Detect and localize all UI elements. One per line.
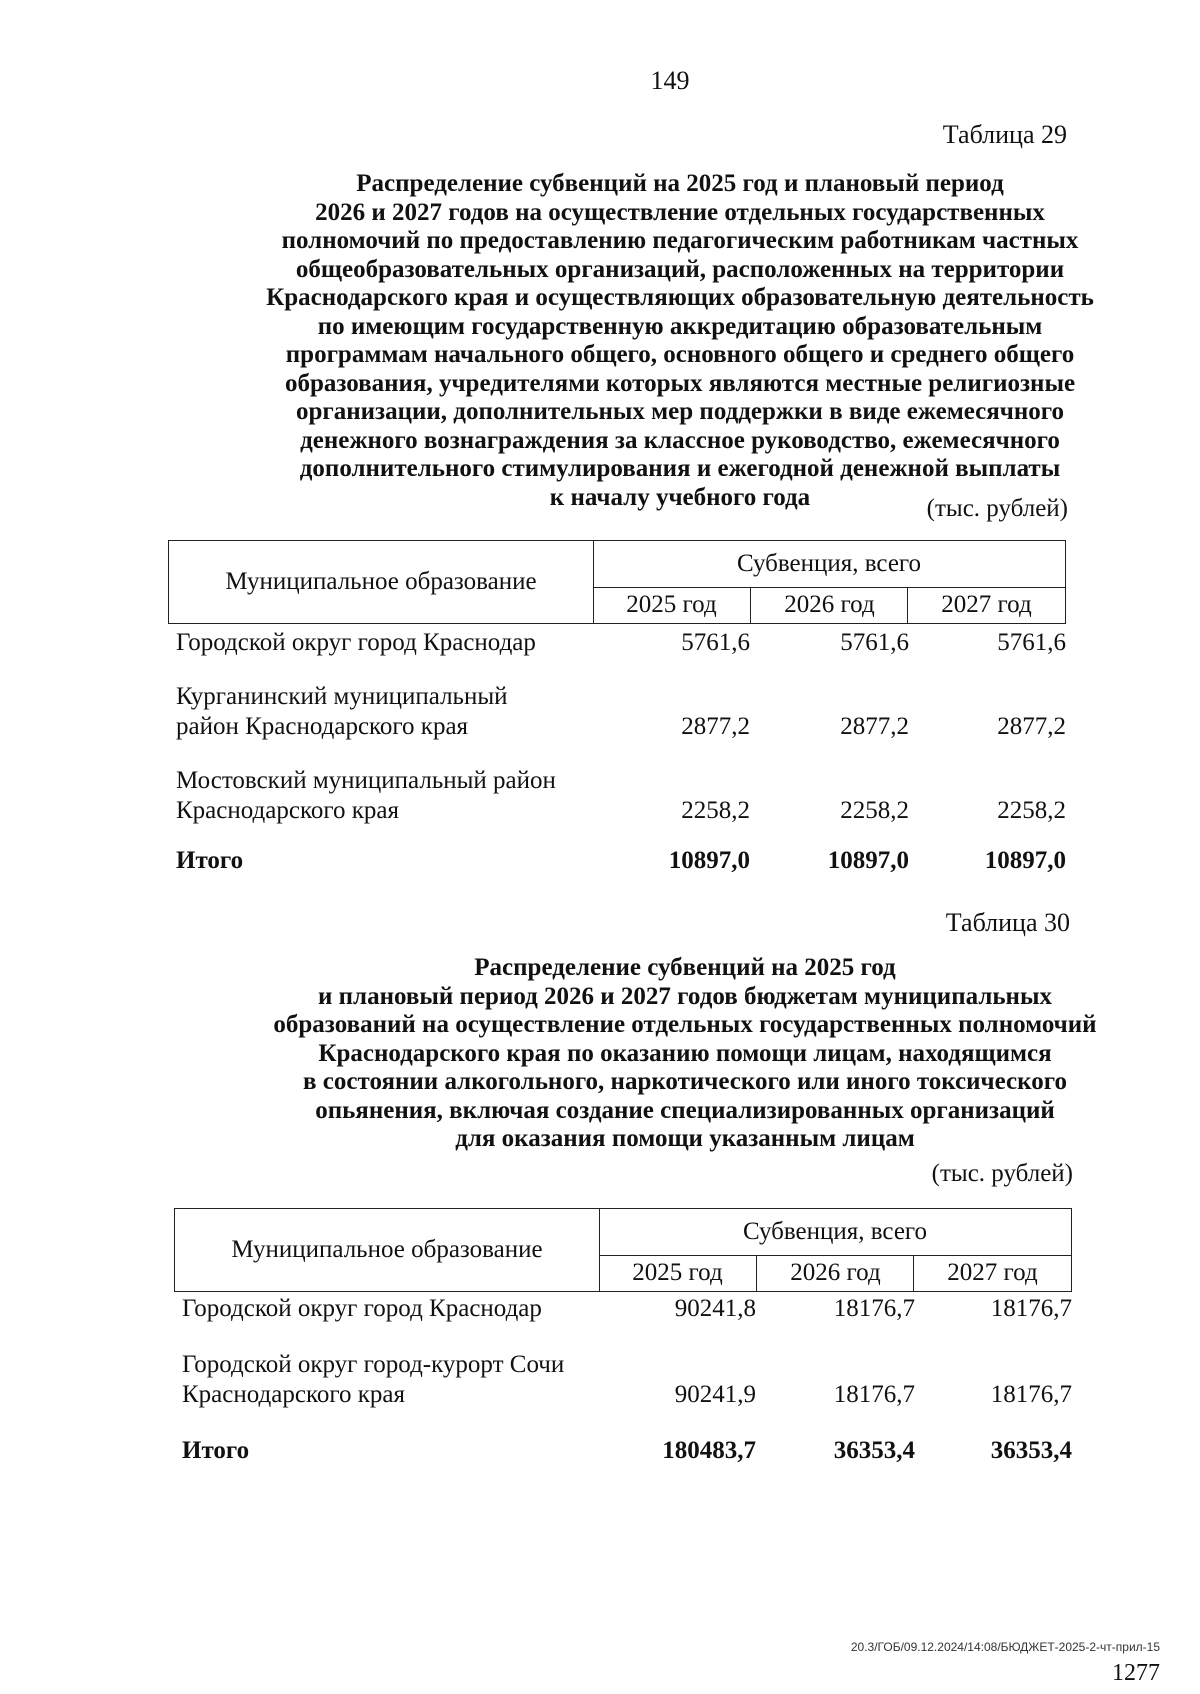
- title-line: дополнительного стимулирования и ежегодной денежной выплаты: [299, 455, 1061, 482]
- title-line: и плановый период 2026 и 2027 годов бюджетам муниципальных: [318, 982, 1052, 1010]
- municipality-name: [182, 1350, 564, 1410]
- municipality-name: [176, 628, 536, 658]
- total-2025: 10897,0: [668, 847, 750, 874]
- title-line: программам начального общего, основного общего и среднего общего: [285, 341, 1075, 368]
- value-2025: 2258,2: [681, 797, 750, 824]
- value-2026: 18176,7: [833, 1381, 915, 1408]
- total-2026: 36353,4: [833, 1437, 915, 1464]
- table29-units: (тыс. рублей): [926, 495, 1068, 522]
- title-line: в состоянии алкогольного, наркотического или иного токсического: [303, 1068, 1067, 1095]
- municipality-name: [176, 682, 508, 742]
- table30: [174, 1208, 1072, 1488]
- value-2027: 18176,7: [990, 1381, 1072, 1408]
- value-2025: 2877,2: [681, 713, 750, 740]
- title-line: опьянения, включая создание специализированных организаций: [315, 1096, 1055, 1124]
- table30-units: (тыс. рублей): [931, 1160, 1073, 1187]
- total-2027: 36353,4: [990, 1437, 1072, 1464]
- title-line: Краснодарского края по оказанию помощи лицам, находящимся: [318, 1039, 1052, 1067]
- title-line: общеобразовательных организаций, расположенных на территории: [295, 255, 1065, 283]
- name-line: Краснодарского края: [176, 797, 399, 824]
- value-2027: 18176,7: [990, 1295, 1072, 1322]
- name-line: Городской округ город Краснодар: [182, 1295, 542, 1322]
- value-2027: 2877,2: [997, 713, 1066, 740]
- value-2026: 18176,7: [833, 1295, 915, 1322]
- year-header: 2026 год: [756, 1255, 914, 1291]
- total-2026: 10897,0: [827, 847, 909, 874]
- footer-page-number: 1277: [1112, 1660, 1160, 1686]
- name-line: район Краснодарского края: [176, 713, 469, 740]
- title-line: к началу учебного года: [549, 483, 811, 511]
- table-header: [174, 1208, 1072, 1292]
- title-line: 2026 и 2027 годов на осуществление отдельных государственных: [315, 198, 1045, 226]
- total-2025: 180483,7: [662, 1437, 756, 1464]
- municipality-name: [176, 766, 556, 826]
- table29-label: Таблица 29: [942, 120, 1067, 149]
- value-2026: 5761,6: [840, 629, 909, 656]
- table-header: [168, 540, 1066, 624]
- name-line: Городской округ город Краснодар: [176, 629, 536, 656]
- title-line: для оказания помощи указанным лицам: [455, 1125, 915, 1152]
- document-code: 20.3/ГОБ/09.12.2024/14:08/БЮДЖЕТ-2025-2-чт-прил-15: [850, 1640, 1160, 1654]
- subvention-header: Субвенция, всего: [593, 541, 1065, 588]
- name-line: Краснодарского края: [182, 1381, 405, 1408]
- municipality-name: [182, 1294, 542, 1324]
- table29: [168, 540, 1066, 900]
- value-2026: 2258,2: [840, 797, 909, 824]
- value-2027: 5761,6: [997, 629, 1066, 656]
- year-header: 2025 год: [632, 1259, 723, 1286]
- total-label: Итого: [176, 847, 244, 874]
- name-line: Курганинский муниципальный: [176, 683, 508, 710]
- value-2027: 2258,2: [997, 797, 1066, 824]
- total-2027: 10897,0: [984, 847, 1066, 874]
- title-line: Распределение субвенций на 2025 год: [474, 954, 896, 981]
- total-label: Итого: [182, 1437, 250, 1464]
- value-2026: 2877,2: [840, 713, 909, 740]
- municipality-header: Муниципальное образование: [169, 541, 594, 623]
- table30-label: Таблица 30: [945, 908, 1070, 937]
- title-line: денежного вознаграждения за классное руководство, ежемесячного: [300, 426, 1060, 454]
- table30-title: [155, 954, 1200, 1154]
- page-number: 149: [650, 66, 690, 95]
- title-line: организации, дополнительных мер поддержки в виде ежемесячного: [295, 398, 1065, 425]
- title-line: Краснодарского края и осуществляющих образовательную деятельность: [266, 284, 1094, 311]
- year-header: 2027 год: [913, 1255, 1071, 1291]
- title-line: полномочий по предоставлению педагогическим работникам частных: [281, 227, 1079, 254]
- year-header: 2026 год: [750, 587, 908, 623]
- title-line: Распределение субвенций на 2025 год и плановый период: [356, 170, 1004, 197]
- value-2025: 5761,6: [681, 629, 750, 656]
- year-header: 2027 год: [907, 587, 1065, 623]
- municipality-header: Муниципальное образование: [175, 1209, 600, 1291]
- name-line: Мостовский муниципальный район: [176, 767, 556, 794]
- title-line: образования, учредителями которых являются местные религиозные: [284, 369, 1076, 397]
- value-2025: 90241,9: [674, 1381, 756, 1408]
- subvention-header: Субвенция, всего: [599, 1209, 1071, 1256]
- name-line: Городской округ город-курорт Сочи: [182, 1351, 565, 1378]
- title-line: образований на осуществление отдельных государственных полномочий: [273, 1011, 1097, 1038]
- year-header: 2025 год: [626, 591, 717, 618]
- table29-title: [150, 170, 1200, 512]
- value-2025: 90241,8: [674, 1295, 756, 1322]
- title-line: по имеющим государственную аккредитацию образовательным: [317, 312, 1043, 340]
